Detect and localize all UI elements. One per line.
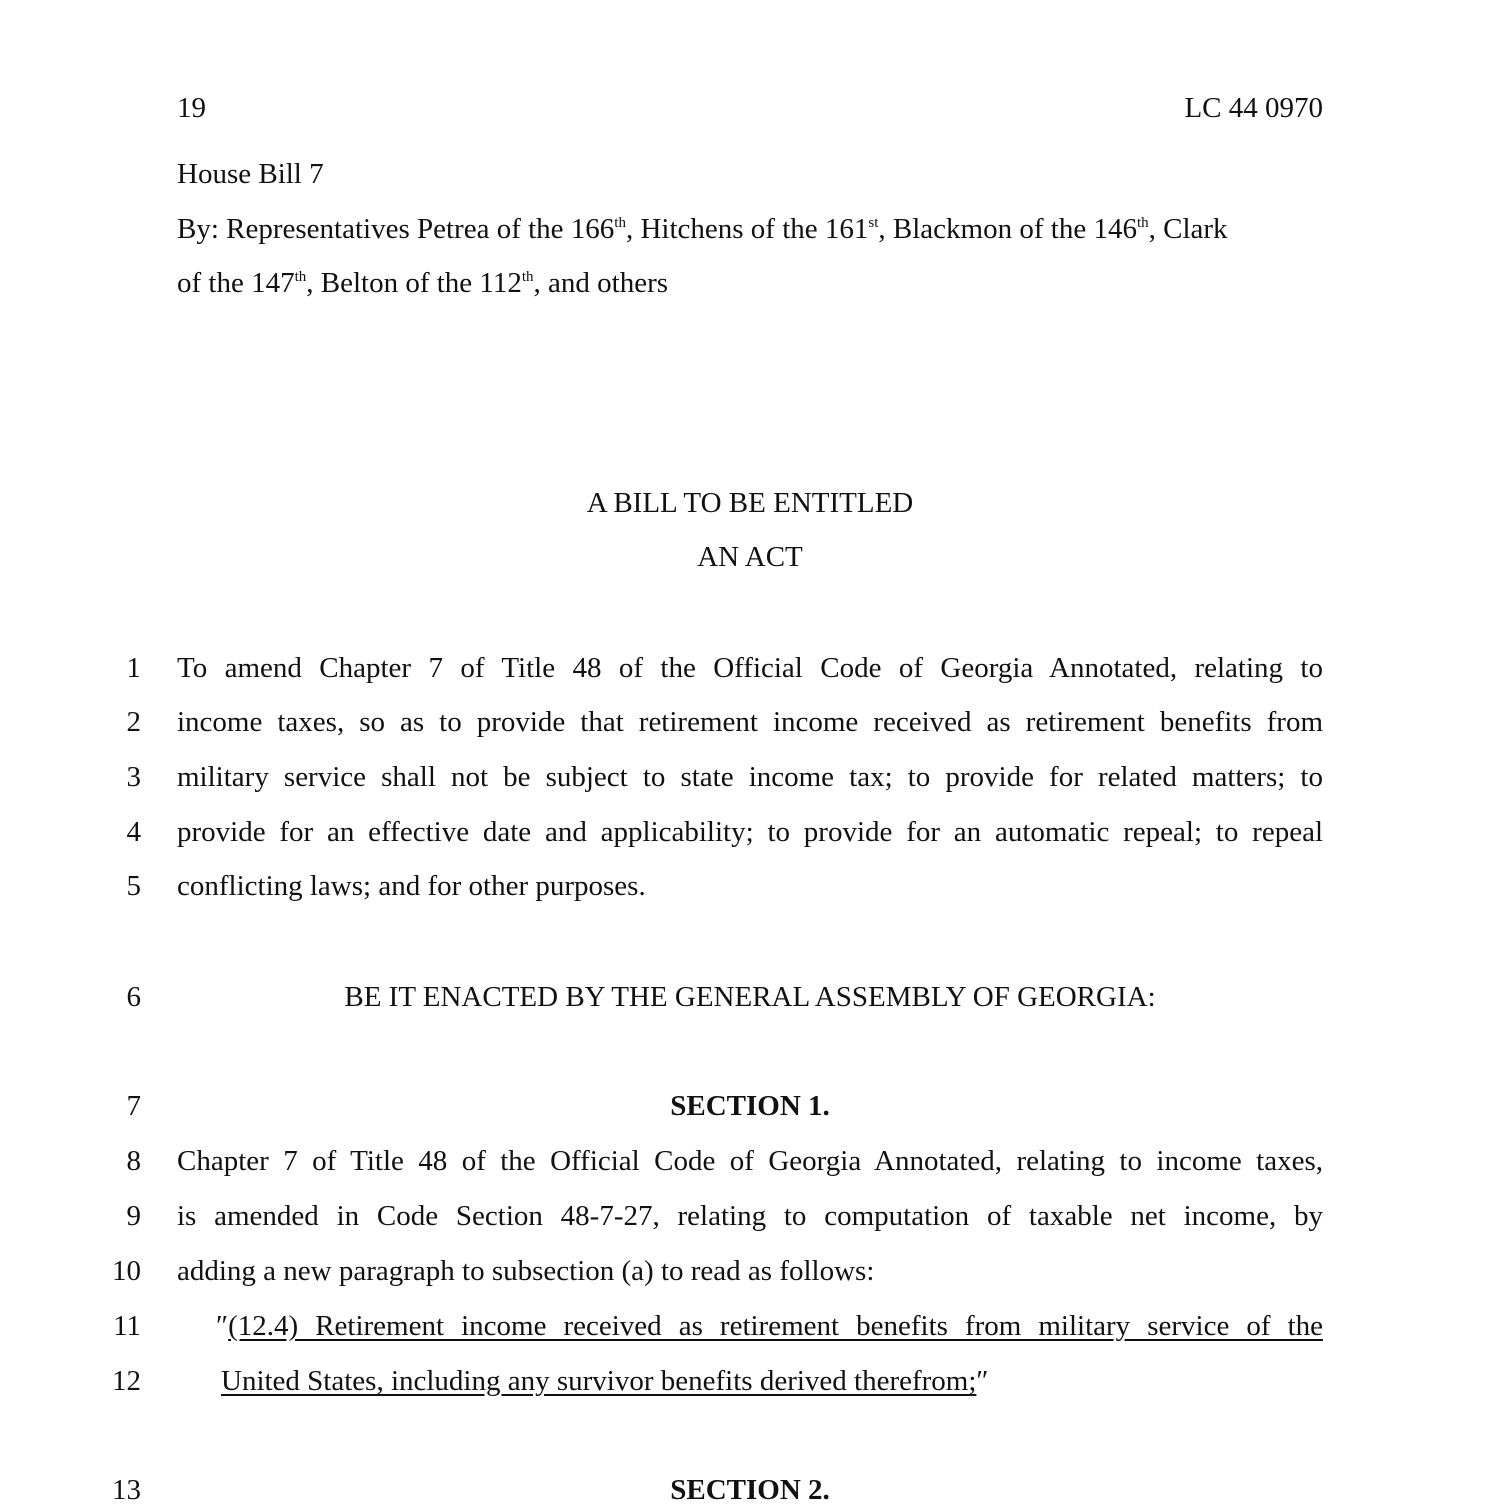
line-number: 8	[126, 1145, 141, 1177]
sponsor-text: , Belton of the 112	[306, 267, 522, 299]
line-number: 2	[126, 706, 141, 738]
title-line: provide for an effective date and applicability; to provide for an automatic repeal; to repeal	[177, 816, 1323, 848]
sponsor-text: of the 147	[177, 267, 295, 299]
section-heading: SECTION 2.	[670, 1474, 830, 1506]
page-number: 19	[177, 92, 206, 124]
title-line: conflicting laws; and for other purposes.	[177, 870, 646, 902]
line-number: 1	[126, 652, 141, 684]
caption-act: AN ACT	[697, 541, 803, 573]
line-number: 3	[126, 761, 141, 793]
title-line: income taxes, so as to provide that retirement income received as retirement benefits from	[177, 706, 1323, 738]
line-number: 9	[126, 1200, 141, 1232]
enacting-clause: BE IT ENACTED BY THE GENERAL ASSEMBLY OF GEORGIA:	[344, 981, 1156, 1013]
line-number: 7	[126, 1090, 141, 1122]
bill-title: House Bill 7	[177, 158, 324, 190]
title-line: military service shall not be subject to state income tax; to provide for related matters; to	[177, 761, 1323, 793]
sponsor-text: , Blackmon of the 146	[878, 213, 1137, 245]
inserted-text: United States, including any survivor benefits derived therefrom;	[221, 1365, 977, 1397]
body-line: Chapter 7 of Title 48 of the Official Code of Georgia Annotated, relating to income taxes,	[177, 1145, 1323, 1177]
ordinal-suffix: th	[521, 269, 534, 285]
line-number: 6	[126, 981, 141, 1013]
close-quote: ″	[976, 1365, 989, 1397]
amendment-line	[221, 1364, 989, 1398]
open-quote: ″	[216, 1310, 229, 1342]
caption-title: A BILL TO BE ENTITLED	[586, 487, 914, 519]
ordinal-suffix: th	[614, 215, 626, 231]
line-number: 11	[113, 1310, 141, 1342]
section-heading: SECTION 1.	[670, 1090, 830, 1122]
line-number: 10	[112, 1255, 141, 1287]
line-number: 12	[112, 1365, 141, 1397]
sponsor-text: , Clark	[1148, 213, 1228, 245]
title-line: To amend Chapter 7 of Title 48 of the Official Code of Georgia Annotated, relating to	[177, 652, 1323, 684]
line-number: 13	[112, 1474, 141, 1506]
lc-number: LC 44 0970	[1184, 92, 1323, 124]
body-line: is amended in Code Section 48-7-27, relating to computation of taxable net income, by	[177, 1200, 1323, 1232]
inserted-text: (12.4) Retirement income received as retirement benefits from military service of the	[228, 1310, 1323, 1342]
sponsor-text: , Hitchens of the 161	[625, 213, 869, 245]
sponsor-segment	[177, 212, 1228, 246]
sponsors-line-1	[177, 212, 1323, 246]
sponsors-line-2	[177, 266, 668, 300]
sponsor-text: , and others	[533, 267, 669, 299]
amendment-line	[216, 1309, 1323, 1343]
ordinal-suffix: th	[1136, 215, 1149, 231]
sponsor-text: By: Representatives Petrea of the 166	[177, 213, 615, 245]
line-number: 4	[126, 816, 141, 848]
ordinal-suffix: st	[868, 215, 879, 231]
body-line: adding a new paragraph to subsection (a) to read as follows:	[177, 1255, 875, 1287]
ordinal-suffix: th	[294, 269, 307, 285]
line-number: 5	[126, 870, 141, 902]
